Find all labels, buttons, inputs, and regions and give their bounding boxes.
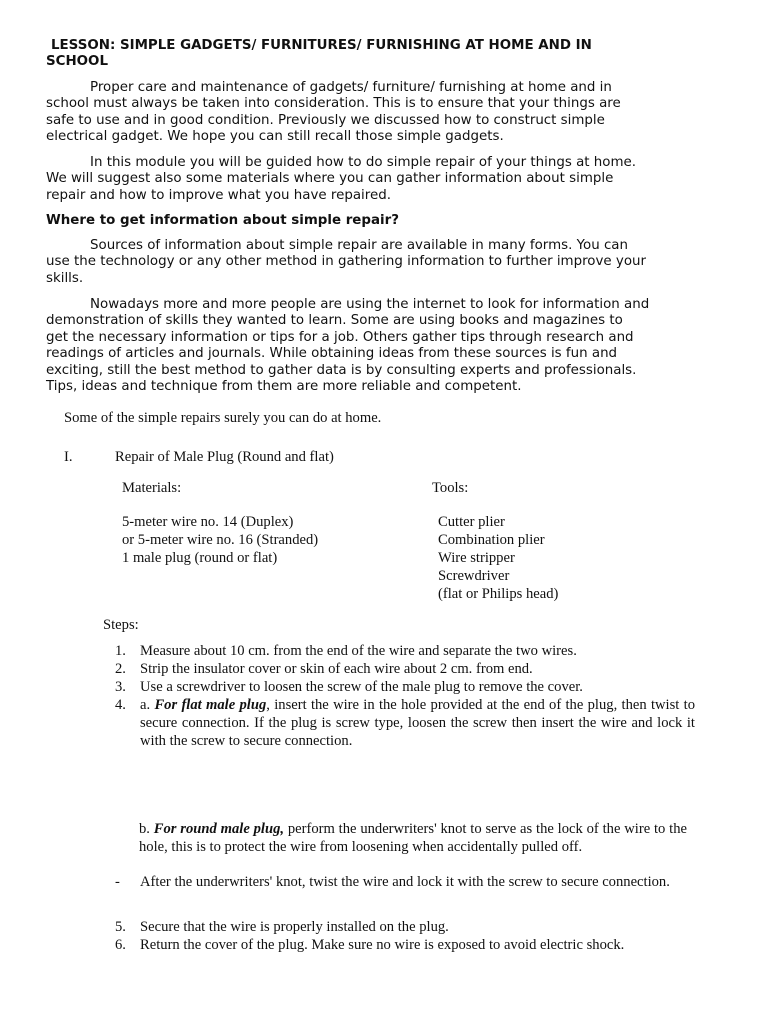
text-line: get the necessary information or tips for a job. Others gather tips through research and xyxy=(46,329,634,345)
text-line: Sources of information about simple repair are available in many forms. You can xyxy=(90,238,629,253)
list-item xyxy=(115,642,695,660)
title-line-2: SCHOOL xyxy=(46,54,108,70)
list-item: Screwdriver xyxy=(438,568,510,584)
text-line: use the technology or any other method in gathering information to further improve your xyxy=(46,254,647,270)
step-number: 4. xyxy=(115,697,126,713)
list-item: 5-meter wire no. 14 (Duplex) xyxy=(122,514,294,530)
step-number: 6. xyxy=(115,937,126,953)
section-subheading: Where to get information about simple repair? xyxy=(46,213,399,228)
dash-note xyxy=(115,873,687,891)
sources-paragraph xyxy=(46,238,726,287)
step-number: 5. xyxy=(115,919,126,935)
step-text: , insert the wire in the hole provided at the end of the plug, then twist to secure connection. If the plug is screw type, loosen the screw then insert the wire and lock it with the screw to secure connection. xyxy=(140,697,695,749)
repairs-intro: Some of the simple repairs surely you can do at home. xyxy=(64,410,382,426)
list-item: or 5-meter wire no. 16 (Stranded) xyxy=(122,532,319,548)
steps-list xyxy=(115,642,695,750)
list-item: 1 male plug (round or flat) xyxy=(122,550,278,566)
text-line: We will suggest also some materials where you can gather information about simple xyxy=(46,171,614,187)
text-line: safe to use and in good condition. Previously we discussed how to construct simple xyxy=(46,112,605,128)
list-item: Wire stripper xyxy=(438,550,515,566)
list-item: Cutter plier xyxy=(438,514,505,530)
materials-list xyxy=(122,513,318,567)
list-item xyxy=(115,660,695,678)
step-number: 3. xyxy=(115,679,126,695)
text-line: skills. xyxy=(46,270,84,286)
internet-paragraph xyxy=(46,297,726,395)
list-item xyxy=(115,678,695,696)
step-sub-prefix: b. xyxy=(139,821,154,837)
text-line: exciting, still the best method to gather data is by consulting experts and professionals. xyxy=(46,362,637,378)
list-item xyxy=(115,936,695,954)
text-line: Tips, ideas and technique from them are more reliable and competent. xyxy=(46,379,522,395)
list-item: (flat or Philips head) xyxy=(438,586,559,602)
tools-list xyxy=(438,513,558,603)
step-emphasis: For flat male plug xyxy=(154,697,267,713)
step-text: Use a screwdriver to loosen the screw of the male plug to remove the cover. xyxy=(140,679,583,695)
list-item xyxy=(115,918,695,936)
step-text: Secure that the wire is properly installed on the plug. xyxy=(140,919,449,935)
title-line-1: LESSON: SIMPLE GADGETS/ FURNITURES/ FURNISHING AT HOME AND IN xyxy=(51,38,592,53)
tools-label: Tools: xyxy=(432,480,469,496)
text-line: repair and how to improve what you have repaired. xyxy=(46,187,391,203)
step-text: Strip the insulator cover or skin of each wire about 2 cm. from end. xyxy=(140,661,533,677)
list-item: Combination plier xyxy=(438,532,545,548)
text-line: Proper care and maintenance of gadgets/ furniture/ furnishing at home and in xyxy=(90,80,612,95)
text-line: Nowadays more and more people are using the internet to look for information and xyxy=(90,297,650,312)
steps-label: Steps: xyxy=(103,617,139,633)
dash-marker: - xyxy=(115,874,120,890)
lesson-title xyxy=(46,38,726,71)
step-number: 2. xyxy=(115,661,126,677)
list-item xyxy=(115,696,695,750)
section-number: I. xyxy=(64,449,73,465)
text-line: In this module you will be guided how to do simple repair of your things at home. xyxy=(90,155,637,170)
step-sub-prefix: a. xyxy=(140,697,155,713)
text-line: school must always be taken into consideration. This is to ensure that your things are xyxy=(46,96,621,112)
step-number: 1. xyxy=(115,643,126,659)
text-line: demonstration of skills they wanted to learn. Some are using books and magazines to xyxy=(46,313,623,329)
text-line: electrical gadget. We hope you can still recall those simple gadgets. xyxy=(46,129,504,145)
step-text: Measure about 10 cm. from the end of the wire and separate the two wires. xyxy=(140,643,577,659)
text-line: readings of articles and journals. While obtaining ideas from these sources is fun and xyxy=(46,346,618,362)
step-text: After the underwriters' knot, twist the wire and lock it with the screw to secure connection. xyxy=(140,874,670,890)
intro-paragraph xyxy=(46,80,726,146)
module-paragraph xyxy=(46,155,726,204)
step-text: perform the underwriters' knot to serve as the lock of the wire to the hole, this is to protect the wire from loosening when accidentally pulled off. xyxy=(139,821,687,855)
step-4b xyxy=(139,820,687,856)
step-emphasis: For round male plug, xyxy=(153,821,285,837)
section-title: Repair of Male Plug (Round and flat) xyxy=(115,449,334,465)
step-text: Return the cover of the plug. Make sure no wire is exposed to avoid electric shock. xyxy=(140,937,625,953)
materials-label: Materials: xyxy=(122,480,182,496)
steps-list-continued xyxy=(115,918,695,954)
